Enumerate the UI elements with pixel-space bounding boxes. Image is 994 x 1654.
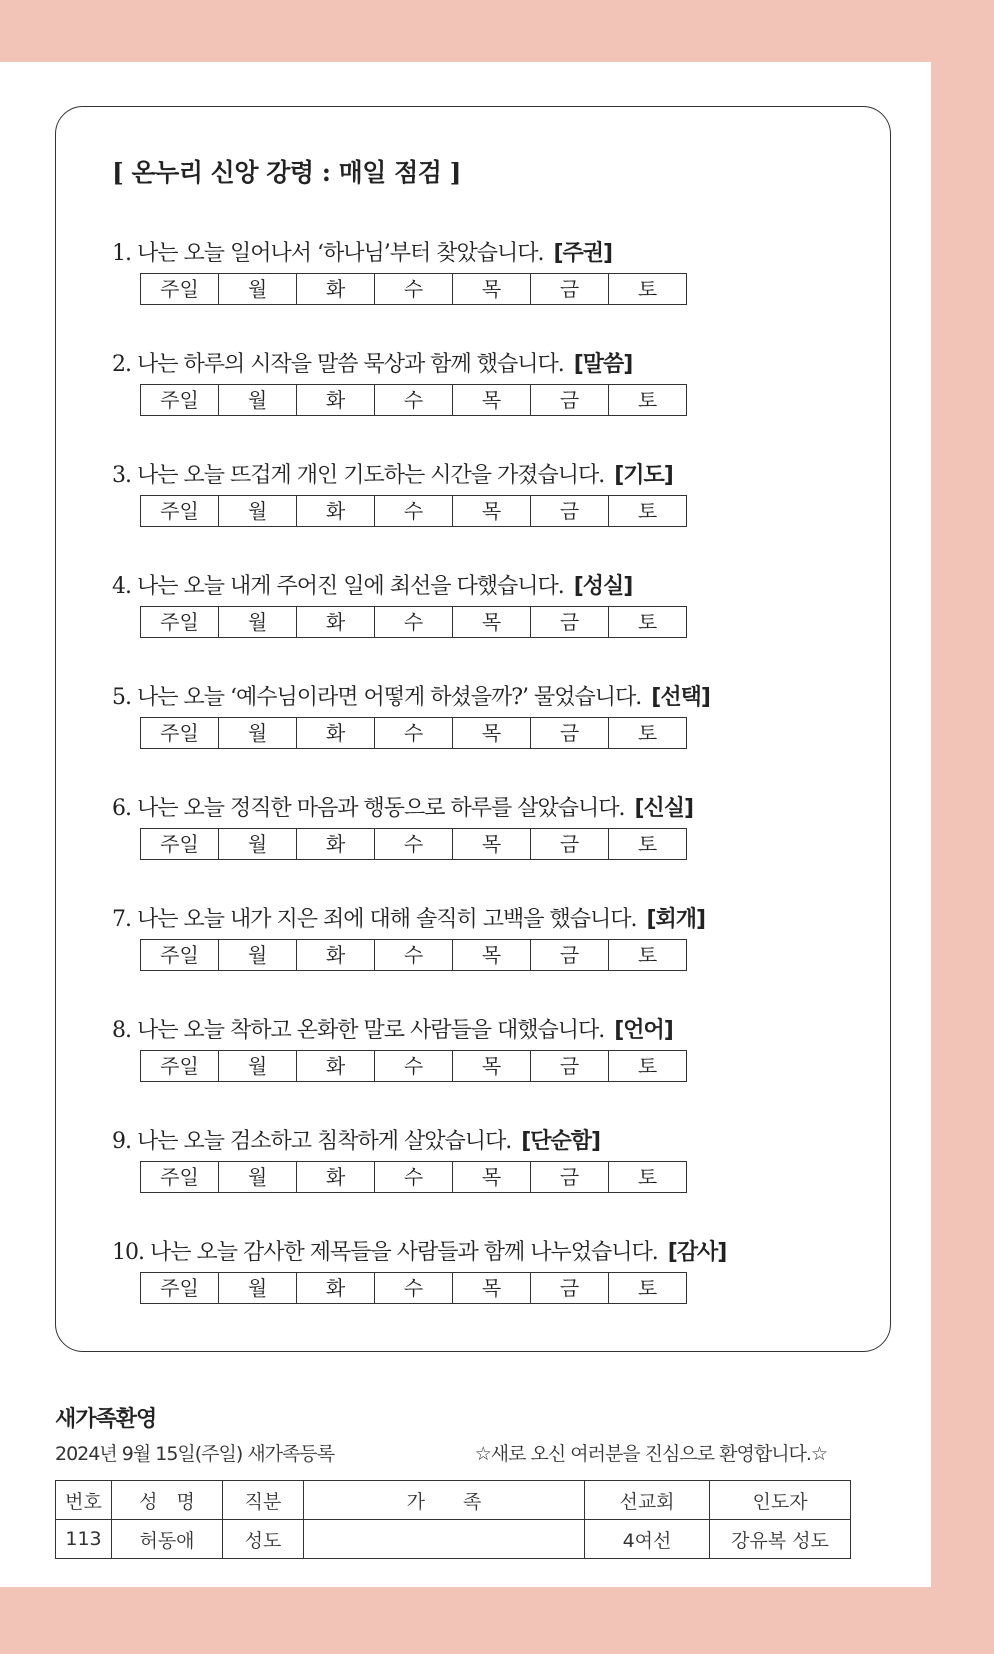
day-check-cell[interactable]: 금 (531, 940, 609, 971)
day-check-cell[interactable]: 토 (609, 1273, 687, 1304)
day-check-cell[interactable]: 목 (453, 829, 531, 860)
day-check-cell[interactable]: 목 (453, 496, 531, 527)
day-check-cell[interactable]: 금 (531, 1162, 609, 1193)
day-check-cell[interactable]: 수 (375, 940, 453, 971)
day-check-cell[interactable]: 수 (375, 829, 453, 860)
day-check-cell[interactable]: 토 (609, 607, 687, 638)
checklist-question (112, 903, 852, 937)
day-check-cell[interactable]: 화 (297, 274, 375, 305)
day-check-cell[interactable]: 금 (531, 496, 609, 527)
day-check-cell[interactable]: 수 (375, 385, 453, 416)
day-check-cell[interactable]: 수 (375, 496, 453, 527)
day-check-cell[interactable]: 목 (453, 1162, 531, 1193)
day-check-cell[interactable]: 화 (297, 1273, 375, 1304)
day-check-cell[interactable]: 토 (609, 385, 687, 416)
checklist-item (112, 570, 852, 638)
checklist-item (112, 681, 852, 749)
day-check-cell[interactable]: 토 (609, 829, 687, 860)
question-text: 10. 나는 오늘 감사한 제목들을 사람들과 함께 나누었습니다. (112, 1240, 658, 1265)
weekday-checkbox-row (140, 828, 687, 860)
day-check-cell[interactable]: 월 (219, 829, 297, 860)
table-cell: 113 (56, 1520, 112, 1559)
checklist-item (112, 237, 852, 305)
question-tag: [선택] (651, 685, 710, 710)
day-check-cell[interactable]: 주일 (141, 1273, 219, 1304)
checklist-title: [ 온누리 신앙 강령 : 매일 점검 ] (112, 158, 461, 187)
weekday-checkbox-row (140, 606, 687, 638)
day-check-cell[interactable]: 목 (453, 385, 531, 416)
day-check-cell[interactable]: 주일 (141, 1051, 219, 1082)
day-check-cell[interactable]: 월 (219, 607, 297, 638)
day-check-cell[interactable]: 월 (219, 1273, 297, 1304)
question-text: 6. 나는 오늘 정직한 마음과 행동으로 하루를 살았습니다. (112, 796, 625, 821)
day-check-cell[interactable]: 화 (297, 385, 375, 416)
checklist-item (112, 1014, 852, 1082)
day-check-cell[interactable]: 목 (453, 718, 531, 749)
day-check-cell[interactable]: 월 (219, 940, 297, 971)
day-check-cell[interactable]: 화 (297, 607, 375, 638)
day-check-cell[interactable]: 수 (375, 607, 453, 638)
day-check-cell[interactable]: 월 (219, 1051, 297, 1082)
day-check-cell[interactable]: 금 (531, 607, 609, 638)
table-header-cell: 인도자 (710, 1481, 851, 1520)
weekday-checkbox-row (140, 495, 687, 527)
question-tag: [주권] (553, 241, 613, 266)
day-check-cell[interactable]: 월 (219, 385, 297, 416)
day-check-cell[interactable]: 목 (453, 607, 531, 638)
question-text: 3. 나는 오늘 뜨겁게 개인 기도하는 시간을 가졌습니다. (112, 463, 605, 488)
day-check-cell[interactable]: 토 (609, 496, 687, 527)
table-header-cell: 가 족 (304, 1481, 585, 1520)
checklist-question (112, 681, 852, 715)
day-check-cell[interactable]: 목 (453, 1051, 531, 1082)
day-check-cell[interactable]: 주일 (141, 496, 219, 527)
question-text: 1. 나는 오늘 일어나서 ‘하나님’부터 찾았습니다. (112, 241, 544, 266)
table-cell (304, 1520, 585, 1559)
day-check-cell[interactable]: 토 (609, 718, 687, 749)
day-check-cell[interactable]: 화 (297, 940, 375, 971)
day-check-cell[interactable]: 주일 (141, 607, 219, 638)
question-tag: [회개] (646, 907, 706, 932)
day-check-cell[interactable]: 수 (375, 274, 453, 305)
checklist-question (112, 570, 852, 604)
checklist-question (112, 1125, 852, 1159)
table-cell: 성도 (223, 1520, 304, 1559)
question-tag: [신실] (634, 796, 694, 821)
day-check-cell[interactable]: 수 (375, 1051, 453, 1082)
weekday-checkbox-row (140, 1050, 687, 1082)
checklist-question (112, 1014, 852, 1048)
day-check-cell[interactable]: 수 (375, 1273, 453, 1304)
day-check-cell[interactable]: 월 (219, 274, 297, 305)
day-check-cell[interactable]: 화 (297, 718, 375, 749)
table-header-cell: 선교회 (585, 1481, 710, 1520)
checklist-item (112, 459, 852, 527)
question-tag: [단순함] (521, 1129, 601, 1154)
question-tag: [말씀] (573, 352, 633, 377)
day-check-cell[interactable]: 금 (531, 274, 609, 305)
question-tag: [성실] (573, 574, 633, 599)
day-check-cell[interactable]: 화 (297, 829, 375, 860)
day-check-cell[interactable]: 수 (375, 718, 453, 749)
table-cell: 강유복 성도 (710, 1520, 851, 1559)
table-header-cell: 번호 (56, 1481, 112, 1520)
daily-checklist-box (55, 106, 891, 1352)
day-check-cell[interactable]: 주일 (141, 718, 219, 749)
day-check-cell[interactable]: 화 (297, 1162, 375, 1193)
day-check-cell[interactable]: 주일 (141, 274, 219, 305)
table-cell: 허동애 (112, 1520, 223, 1559)
checklist-question (112, 1236, 852, 1270)
checklist-question (112, 459, 852, 493)
new-family-table (55, 1480, 851, 1559)
question-text: 7. 나는 오늘 내가 지은 죄에 대해 솔직히 고백을 했습니다. (112, 907, 637, 932)
day-check-cell[interactable]: 주일 (141, 940, 219, 971)
day-check-cell[interactable]: 토 (609, 1162, 687, 1193)
checklist-item (112, 903, 852, 971)
day-check-cell[interactable]: 금 (531, 1051, 609, 1082)
new-family-title: 새가족환영 (55, 1407, 157, 1432)
day-check-cell[interactable]: 수 (375, 1162, 453, 1193)
weekday-checkbox-row (140, 384, 687, 416)
weekday-checkbox-row (140, 939, 687, 971)
day-check-cell[interactable]: 목 (453, 1273, 531, 1304)
day-check-cell[interactable]: 주일 (141, 1162, 219, 1193)
question-tag: [감사] (667, 1240, 727, 1265)
day-check-cell[interactable]: 목 (453, 274, 531, 305)
day-check-cell[interactable]: 주일 (141, 385, 219, 416)
day-check-cell[interactable]: 화 (297, 1051, 375, 1082)
day-check-cell[interactable]: 토 (609, 274, 687, 305)
bulletin-page (0, 62, 931, 1587)
table-row (56, 1520, 851, 1559)
question-text: 2. 나는 하루의 시작을 말씀 묵상과 함께 했습니다. (112, 352, 564, 377)
registration-date: 2024년 9월 15일(주일) 새가족등록 (55, 1443, 335, 1465)
day-check-cell[interactable]: 목 (453, 940, 531, 971)
day-check-cell[interactable]: 토 (609, 940, 687, 971)
question-text: 8. 나는 오늘 착하고 온화한 말로 사람들을 대했습니다. (112, 1018, 605, 1043)
checklist-item (112, 1236, 852, 1304)
day-check-cell[interactable]: 금 (531, 385, 609, 416)
checklist-question (112, 237, 852, 271)
checklist-question (112, 348, 852, 382)
day-check-cell[interactable]: 금 (531, 718, 609, 749)
table-header-cell: 성 명 (112, 1481, 223, 1520)
question-text: 9. 나는 오늘 검소하고 침착하게 살았습니다. (112, 1129, 512, 1154)
day-check-cell[interactable]: 주일 (141, 829, 219, 860)
day-check-cell[interactable]: 월 (219, 496, 297, 527)
weekday-checkbox-row (140, 717, 687, 749)
checklist-item (112, 792, 852, 860)
table-cell: 4여선 (585, 1520, 710, 1559)
checklist-question (112, 792, 852, 826)
welcome-message: ☆새로 오신 여러분을 진심으로 환영합니다.☆ (474, 1443, 827, 1465)
day-check-cell[interactable]: 금 (531, 1273, 609, 1304)
day-check-cell[interactable]: 토 (609, 1051, 687, 1082)
checklist-item (112, 348, 852, 416)
weekday-checkbox-row (140, 1161, 687, 1193)
checklist-item (112, 1125, 852, 1193)
day-check-cell[interactable]: 금 (531, 829, 609, 860)
question-tag: [기도] (614, 463, 673, 488)
weekday-checkbox-row (140, 1272, 687, 1304)
question-tag: [언어] (614, 1018, 673, 1043)
question-text: 5. 나는 오늘 ‘예수님이라면 어떻게 하셨을까?’ 물었습니다. (112, 685, 642, 710)
weekday-checkbox-row (140, 273, 687, 305)
day-check-cell[interactable]: 월 (219, 718, 297, 749)
day-check-cell[interactable]: 월 (219, 1162, 297, 1193)
day-check-cell[interactable]: 화 (297, 496, 375, 527)
table-header-cell: 직분 (223, 1481, 304, 1520)
question-text: 4. 나는 오늘 내게 주어진 일에 최선을 다했습니다. (112, 574, 564, 599)
